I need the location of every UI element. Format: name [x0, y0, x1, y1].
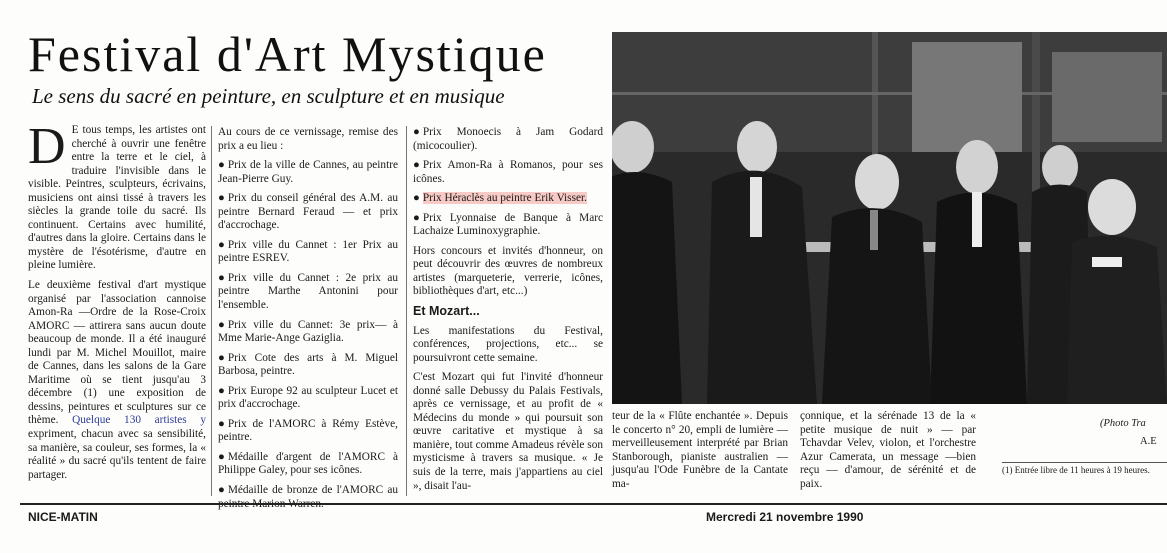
bullet-icon: ●	[218, 417, 225, 430]
prize-text: Prix Lyonnaise de Banque à Marc Lachaize Luminoxygraphie.	[413, 211, 603, 238]
prize-text: Prix de l'AMORC à Rémy Estève, peintre.	[218, 417, 398, 444]
festival-text-a: Le deuxième festival d'art mystique organisé par l'association cannoise Amon-Ra —Ordre de la Rose-Croix AMORC — attirera sans aucun doute beaucoup de monde. Il a été inauguré lundi par M. Michel Mouillot, maire de Cannes, dans les salons de la Gare Maritime où se tient jusqu'au 3 décembre (1) une exposition de dessins, peintures et sculptures sur ce thème.	[28, 279, 206, 427]
prize-item	[218, 385, 398, 412]
bullet-icon: ●	[218, 484, 225, 497]
flute-paragraph: teur de la « Flûte enchantée ». Depuis le concerto n° 20, empli de lumière — merveilleusement interprété par Brian Stanborough, pianiste australien — jusqu'au l'Ode Funèbre de la Cantate ma-	[612, 410, 788, 490]
intro-text: E tous temps, les artistes ont cherché à ouvrir une fenêtre entre la terre et le ciel, à traduire l'invisible dans le visible. Peintres, sculpteurs, écrivains, musiciens ont ainsi tissé à travers les siècles la grande toile du sacré. Ils continuent. Certains avec humilité, d'autres dans la gloire. Certains dans le mystère de l'ésotérisme, d'autre en pleine lumière.	[28, 124, 206, 272]
prize-text: Prix ville du Cannet : 2e prix au peintre Marthe Antonini pour l'ensemble.	[218, 271, 398, 312]
bullet-icon: ●	[413, 159, 420, 172]
event-photo	[612, 32, 1167, 404]
prize-text: Prix ville du Cannet : 1er Prix au peintre ESREV.	[218, 238, 398, 265]
prize-text: Prix du conseil général des A.M. au peintre Bernard Feraud — et prix d'accrochage.	[218, 192, 398, 232]
bullet-icon: ●	[218, 384, 225, 397]
prize-item	[218, 451, 398, 478]
bullet-icon: ●	[218, 159, 225, 172]
prize-list-continued	[413, 126, 603, 186]
column-3	[413, 126, 603, 499]
prize-item	[413, 126, 603, 153]
prize-text: Médaille d'argent de l'AMORC à Philippe Galey, pour ses icônes.	[218, 450, 398, 477]
column-divider	[406, 126, 407, 496]
bullet-icon: ●	[413, 126, 420, 138]
bullet-icon: ●	[218, 238, 225, 251]
column-4	[612, 410, 788, 497]
prizes-intro: Au cours de ce vernissage, remise des prix a eu lieu :	[218, 126, 398, 152]
bullet-icon: ●	[413, 192, 420, 205]
column-1	[28, 118, 206, 488]
photo-image	[612, 32, 1167, 404]
headline: Festival d'Art Mystique	[28, 26, 547, 82]
prize-item	[413, 159, 603, 186]
author-signature: A.E	[1140, 436, 1157, 447]
bullet-icon: ●	[218, 192, 225, 205]
prize-text: Prix de la ville de Cannes, au peintre Jean-Pierre Guy.	[218, 159, 398, 185]
column-2	[218, 126, 398, 517]
prize-text: Prix Europe 92 au sculpteur Lucet et prix d'accrochage.	[218, 384, 398, 411]
highlighted-prize: Prix Héraclès au peintre Erik Visser.	[422, 192, 587, 205]
mozart-paragraph: C'est Mozart qui fut l'invité d'honneur donné salle Debussy du Palais Festivals, après ce vernissage, et au profit de « Médecins du monde » qui poursuit son œuvre caritative et mystique à sa manière, tout comme Amadeus révèle son mysticisme à travers sa musique. « Je suis de la terre, mais j'appartiens au ciel », disait l'au-	[413, 371, 603, 492]
prize-item	[218, 352, 398, 379]
column-divider	[211, 126, 212, 496]
publication-date: Mercredi 21 novembre 1990	[706, 510, 864, 524]
prize-item	[218, 159, 398, 186]
manifestations-paragraph: Les manifestations du Festival, conférences, projections, etc... se poursuivront cette semaine.	[413, 324, 603, 364]
prize-item	[218, 239, 398, 266]
prize-item	[218, 484, 398, 511]
subhead: Le sens du sacré en peinture, en sculpture et en musique	[32, 84, 505, 108]
prize-text: Prix Amon-Ra à Romanos, pour ses icônes.	[413, 159, 603, 185]
prize-item-highlighted	[413, 192, 603, 206]
festival-text-b: expriment, chacun avec sa sensibilité, sa manière, sa couleur, ses formes, la « réalité » du sacré qu'ils tentent de faire partager.	[28, 428, 206, 481]
newspaper-name: NICE-MATIN	[28, 510, 98, 524]
serenade-paragraph: çonnique, et la sérénade 13 de la « petite musique de nuit » — par Tchavdar Velev, violon, et l'orchestre Azur Camerata, un message —bien reçu — d'amour, de sérénité et de paix.	[800, 410, 976, 490]
prize-text: Médaille de bronze de l'AMORC au	[227, 484, 398, 497]
drop-cap: D	[28, 118, 66, 175]
prize-item	[218, 418, 398, 445]
footnote: (1) Entrée libre de 11 heures à 19 heures.	[1002, 462, 1167, 476]
footer-rule	[20, 503, 1167, 505]
prize-item	[218, 192, 398, 233]
prize-text: Prix Monoecis à Jam Godard (micocoulier).	[413, 126, 603, 152]
column-5	[800, 410, 976, 497]
prize-item	[218, 272, 398, 313]
prize-item	[413, 212, 603, 239]
bullet-icon: ●	[413, 211, 420, 224]
bullet-icon: ●	[218, 271, 225, 284]
bullet-icon: ●	[218, 351, 225, 364]
prize-text: Prix ville du Cannet: 3e prix— à Mme Marie-Ange Gaziglia.	[218, 318, 398, 345]
intro-paragraph	[28, 118, 206, 273]
bullet-icon: ●	[218, 318, 225, 331]
prize-item	[218, 319, 398, 346]
prize-text: Prix Cote des arts à M. Miguel Barbosa, peintre.	[218, 351, 398, 378]
highlighted-artists: Quelque 130 artistes y	[72, 414, 206, 427]
bullet-icon: ●	[218, 450, 225, 463]
photo-credit: (Photo Tra	[1100, 418, 1146, 429]
festival-paragraph	[28, 279, 206, 482]
prize-list	[218, 159, 398, 511]
intertitle: Et Mozart...	[413, 304, 480, 319]
hors-concours-paragraph: Hors concours et invités d'honneur, on peut découvrir des œuvres de nombreux artistes (marqueterie, verrerie, icônes, bibliothèques d'art, etc...)	[413, 244, 603, 298]
